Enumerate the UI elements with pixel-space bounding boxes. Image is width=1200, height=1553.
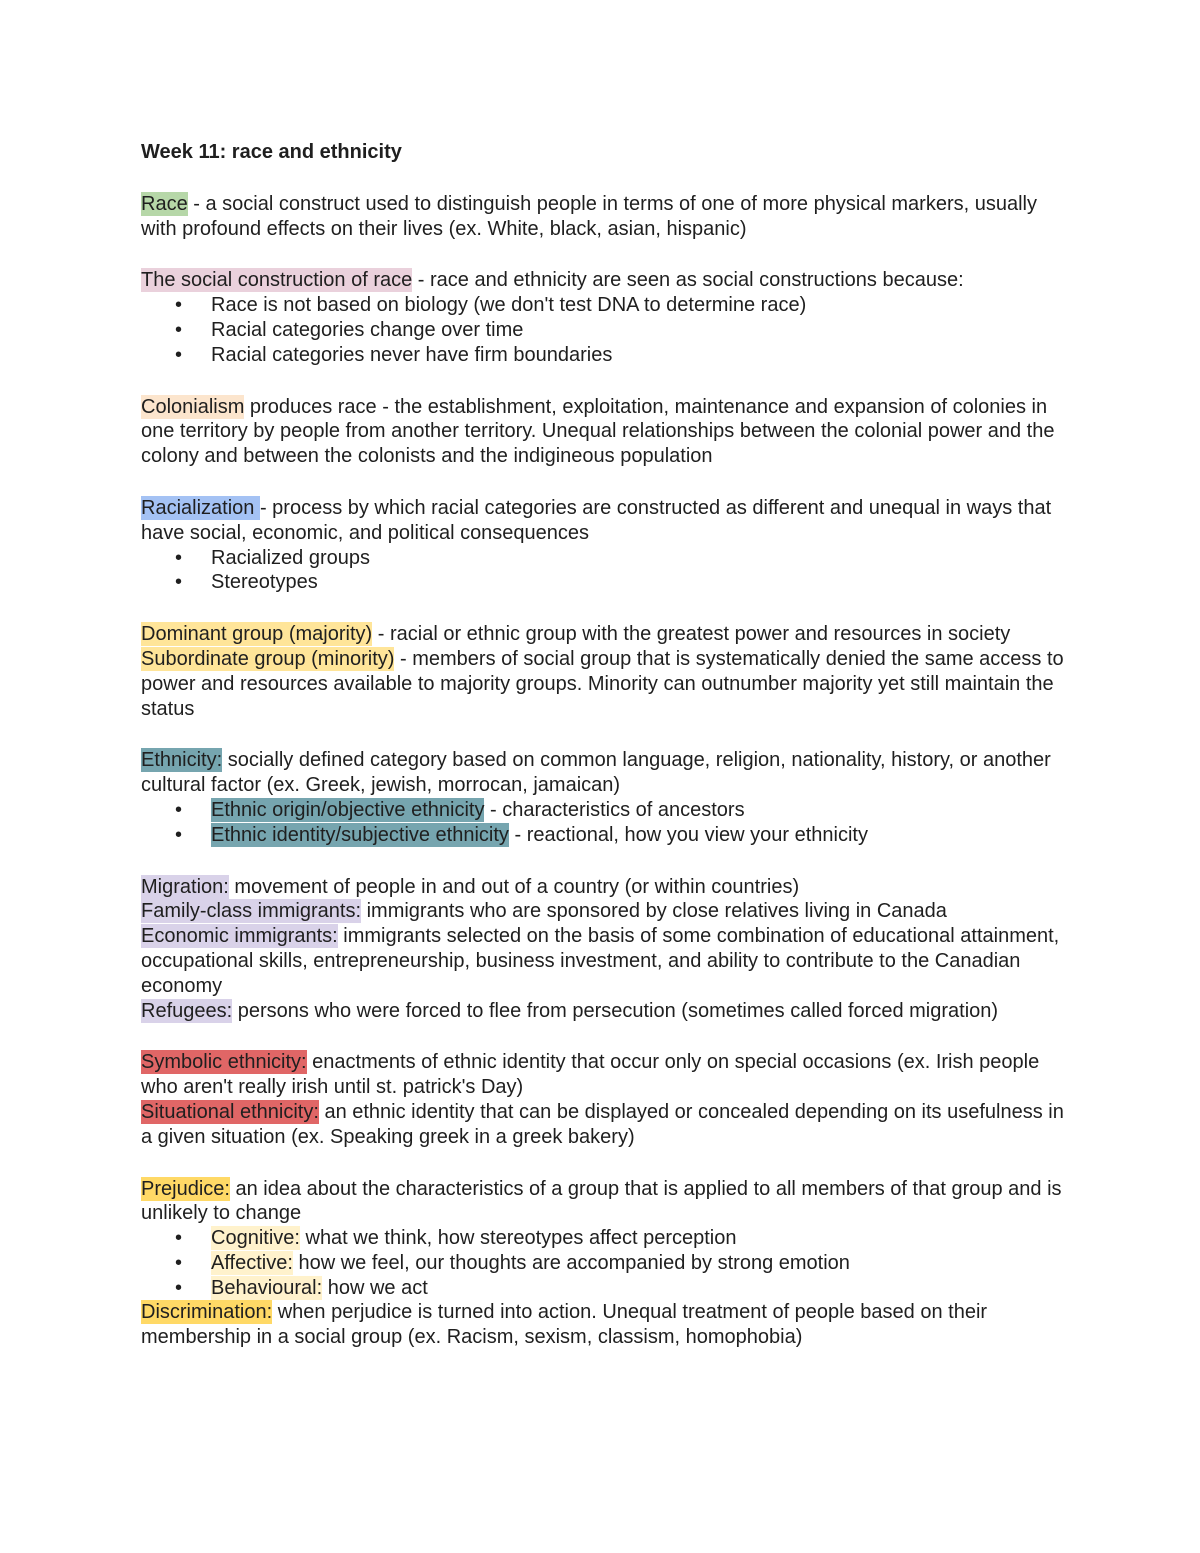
migration-text: movement of people in and out of a country (or within countries) xyxy=(228,875,800,898)
list-item: • Racial categories never have firm boundaries xyxy=(141,343,1071,368)
subjective-ethnicity-term: Ethnic identity/subjective ethnicity xyxy=(211,823,509,846)
cognitive-term: Cognitive: xyxy=(211,1227,300,1250)
discrimination-term: Discrimination: xyxy=(141,1301,273,1324)
economic-term: Economic immigrants: xyxy=(141,925,338,948)
social-construction-text: - race and ethnicity are seen as social constructions because: xyxy=(412,269,964,292)
migration-definition xyxy=(141,875,1071,900)
colonialism-term: Colonialism xyxy=(141,395,245,418)
racialization-text: - process by which racial categories are constructed as different and unequal in ways that have social, economic, and political consequences xyxy=(141,496,1052,544)
social-construction-list xyxy=(141,293,1071,367)
subordinate-term: Subordinate group (minority) xyxy=(141,647,395,670)
race-definition xyxy=(141,192,1071,242)
racialization-term: Racialization xyxy=(141,496,260,519)
list-item: • Racial categories change over time xyxy=(141,318,1071,343)
colonialism-text: produces race - the establishment, exploitation, maintenance and expansion of colonies in one territory by people from another territory. Unequal relationships between the colonial power and the colony and between the colonists and the indigineous population xyxy=(141,395,1055,468)
symbolic-term: Symbolic ethnicity: xyxy=(141,1051,307,1074)
cognitive-text: what we think, how stereotypes affect perception xyxy=(299,1227,737,1250)
racialization-list xyxy=(141,546,1071,596)
refugees-text: persons who were forced to flee from persecution (sometimes called forced migration) xyxy=(232,999,999,1022)
ethnicity-text: socially defined category based on common language, religion, nationality, history, or another cultural factor (ex. Greek, jewish, morrocan, jamaican) xyxy=(141,749,1051,797)
affective-term: Affective: xyxy=(211,1251,293,1274)
prejudice-term: Prejudice: xyxy=(141,1177,230,1200)
ethnicity-definition xyxy=(141,748,1071,798)
discrimination-definition xyxy=(141,1300,1071,1350)
list-item xyxy=(141,1276,1071,1301)
race-term: Race xyxy=(141,192,188,215)
document-page xyxy=(141,140,1071,1350)
family-class-text: immigrants who are sponsored by close relatives living in Canada xyxy=(361,900,947,923)
family-class-term: Family-class immigrants: xyxy=(141,900,362,923)
colonialism-definition xyxy=(141,395,1071,469)
document-title: Week 11: race and ethnicity xyxy=(141,141,402,163)
behavioural-term: Behavioural: xyxy=(211,1276,323,1299)
dominant-text: - racial or ethnic group with the greatest power and resources in society xyxy=(372,623,1011,646)
ethnicity-term: Ethnicity: xyxy=(141,749,223,772)
objective-ethnicity-term: Ethnic origin/objective ethnicity xyxy=(211,798,485,821)
racialization-definition xyxy=(141,496,1071,546)
behavioural-text: how we act xyxy=(322,1276,428,1299)
social-construction-term: The social construction of race xyxy=(141,269,413,292)
list-item: • Stereotypes xyxy=(141,570,1071,595)
subordinate-definition xyxy=(141,647,1071,721)
situational-text: an ethnic identity that can be displayed or concealed depending on its usefulness in a given situation (ex. Speaking greek in a greek bakery) xyxy=(141,1100,1064,1148)
discrimination-text: when perjudice is turned into action. Unequal treatment of people based on their membership in a social group (ex. Racism, sexism, classism, homophobia) xyxy=(141,1301,988,1349)
list-item xyxy=(141,1226,1071,1251)
prejudice-list xyxy=(141,1226,1071,1300)
family-class-definition xyxy=(141,899,1071,924)
ethnicity-list xyxy=(141,798,1071,848)
subjective-ethnicity-text: - reactional, how you view your ethnicity xyxy=(508,823,868,846)
refugees-definition xyxy=(141,999,1071,1024)
dominant-definition xyxy=(141,622,1071,647)
list-item: • Race is not based on biology (we don't test DNA to determine race) xyxy=(141,293,1071,318)
list-item xyxy=(141,1251,1071,1276)
race-text: - a social construct used to distinguish people in terms of one of more physical markers, usually with profound effects on their lives (ex. White, black, asian, hispanic) xyxy=(141,192,1037,240)
economic-text: immigrants selected on the basis of some combination of educational attainment, occupational skills, entrepreneurship, business investment, and ability to contribute to the Canadian economy xyxy=(141,925,1060,997)
objective-ethnicity-text: - characteristics of ancestors xyxy=(484,798,745,821)
refugees-term: Refugees: xyxy=(141,999,233,1022)
social-construction-definition xyxy=(141,268,1071,293)
list-item xyxy=(141,823,1071,848)
symbolic-text: enactments of ethnic identity that occur only on special occasions (ex. Irish people who aren't really irish until st. patrick's Day) xyxy=(141,1051,1040,1099)
dominant-term: Dominant group (majority) xyxy=(141,623,373,646)
situational-term: Situational ethnicity: xyxy=(141,1100,319,1123)
subordinate-text: - members of social group that is systematically denied the same access to power and resources available to majority groups. Minority can outnumber majority yet still maintain the status xyxy=(141,647,1064,720)
economic-definition xyxy=(141,924,1071,998)
migration-term: Migration: xyxy=(141,875,229,898)
prejudice-definition xyxy=(141,1177,1071,1227)
list-item xyxy=(141,798,1071,823)
affective-text: how we feel, our thoughts are accompanied by strong emotion xyxy=(292,1251,850,1274)
list-item: • Racialized groups xyxy=(141,546,1071,571)
situational-definition xyxy=(141,1100,1071,1150)
prejudice-text: an idea about the characteristics of a group that is applied to all members of that group and is unlikely to change xyxy=(141,1177,1062,1225)
symbolic-definition xyxy=(141,1050,1071,1100)
